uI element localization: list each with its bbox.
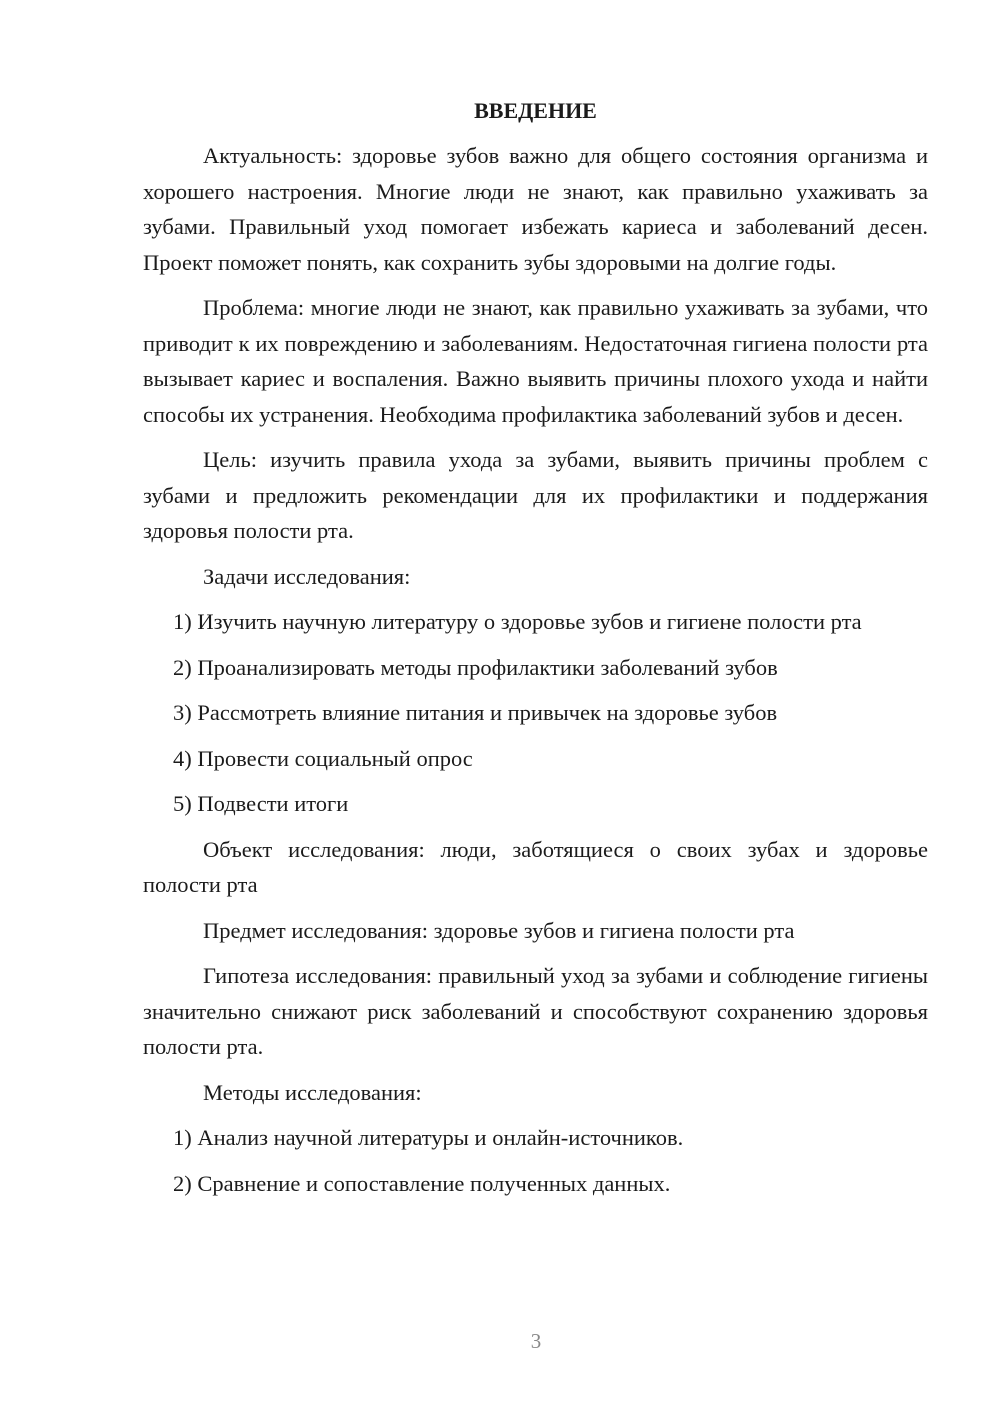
- task-item: 3) Рассмотреть влияние питания и привычек на здоровье зубов: [173, 700, 778, 725]
- object-paragraph: Объект исследования: люди, заботящиеся о своих зубах и здоровье полости рта: [143, 836, 928, 897]
- methods-list: [143, 1120, 928, 1201]
- page-content: [143, 93, 928, 1211]
- problem-paragraph: Проблема: многие люди не знают, как правильно ухаживать за зубами, что приводит к их повреждению и заболеваниям. Недостаточная гигиена полости рта вызывает кариес и воспаления. Важно выявить причины плохого ухода и найти способы их устранения. Необходима профилактика заболеваний зубов и десен.: [143, 295, 928, 427]
- section-title: ВВЕДЕНИЕ: [474, 98, 597, 123]
- subject-paragraph: Предмет исследования: здоровье зубов и гигиена полости рта: [203, 917, 795, 943]
- goal-paragraph: Цель: изучить правила ухода за зубами, выявить причины проблем с зубами и предложить рекомендации для их профилактики и поддержания здоровья полости рта.: [143, 447, 928, 543]
- tasks-heading: Задачи исследования:: [203, 563, 411, 589]
- method-item: 1) Анализ научной литературы и онлайн-источников.: [173, 1125, 684, 1150]
- task-item: 1) Изучить научную литературу о здоровье зубов и гигиене полости рта: [173, 609, 862, 634]
- task-item: 2) Проанализировать методы профилактики заболеваний зубов: [173, 654, 778, 680]
- hypothesis-paragraph: Гипотеза исследования: правильный уход за зубами и соблюдение гигиены значительно снижают риск заболеваний и способствуют сохранению здоровья полости рта.: [143, 963, 928, 1059]
- tasks-list: [143, 604, 928, 822]
- page-number: 3: [530, 1329, 542, 1353]
- task-item: 5) Подвести итоги: [173, 791, 349, 816]
- method-item: 2) Сравнение и сопоставление полученных данных.: [173, 1170, 671, 1196]
- task-item: 4) Провести социальный опрос: [173, 745, 473, 771]
- methods-heading: Методы исследования:: [203, 1079, 422, 1105]
- relevance-paragraph: Актуальность: здоровье зубов важно для общего состояния организма и хорошего настроения. Многие люди не знают, как правильно ухаживать за зубами. Правильный уход помогает избежать кариеса и заболеваний десен. Проект поможет понять, как сохранить зубы здоровыми на долгие годы.: [143, 143, 928, 275]
